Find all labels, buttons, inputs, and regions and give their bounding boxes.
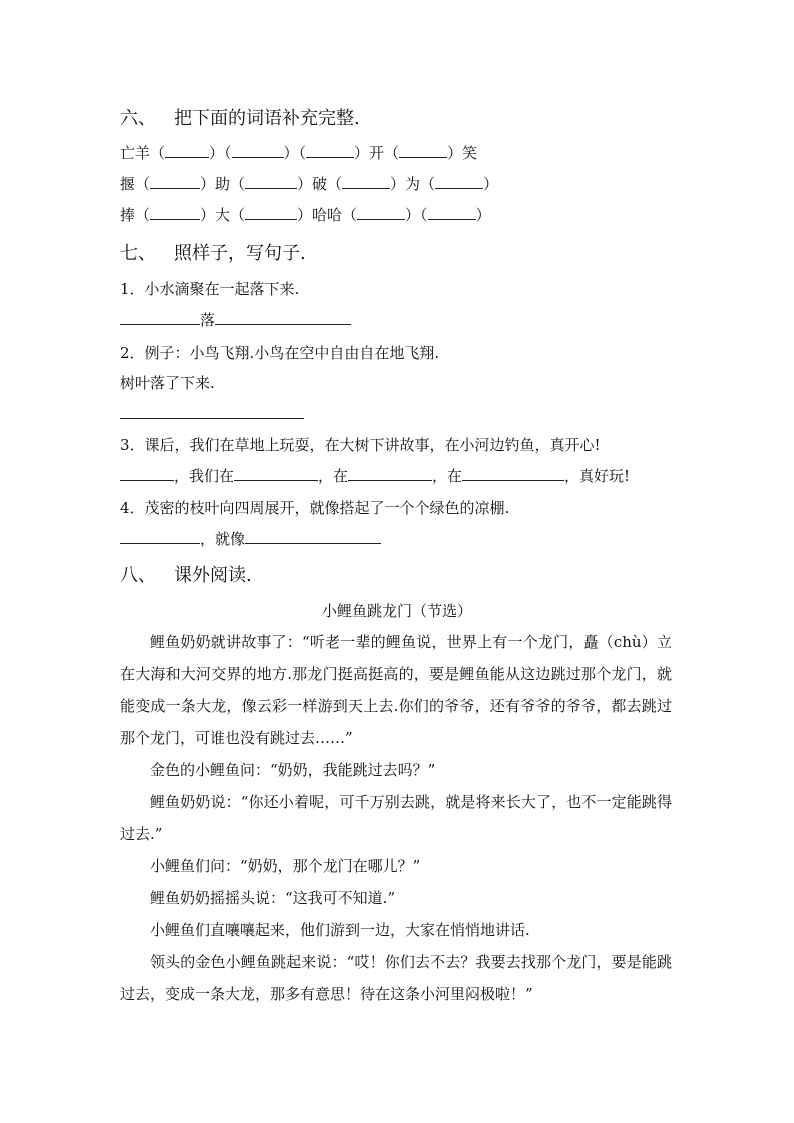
reading-paragraph: 鲤鱼奶奶说：“你还小着呢，可千万别去跳，就是将来长大了，也不一定能跳得过去.” — [120, 793, 672, 843]
idiom-text: ）开（ — [354, 144, 400, 162]
section-6-heading — [120, 106, 360, 132]
idiom-text: ）大（ — [200, 206, 246, 224]
question-4-answer-line — [120, 527, 381, 550]
answer-blank[interactable] — [348, 464, 432, 481]
reading-paragraph: 领头的金色小鲤鱼跳起来说：“哎！你们去不去？我要去找那个龙门，要是能跳过去，变成一条大龙，那多有意思！待在这条小河里闷极啦！” — [120, 953, 672, 1003]
answer-hint: ，在 — [318, 467, 349, 485]
answer-blank[interactable] — [245, 174, 297, 189]
idiom-text: ） — [483, 175, 499, 193]
idiom-row-1 — [120, 142, 477, 164]
section-title: 照样子，写句子. — [174, 243, 306, 264]
answer-blank[interactable] — [120, 464, 174, 481]
idiom-text: ）（ — [405, 206, 428, 224]
idiom-text: 揠（ — [120, 175, 151, 193]
idiom-text: ）破（ — [297, 175, 343, 193]
question-3-text: 3．课后，我们在草地上玩耍，在大树下讲故事，在小河边钓鱼，真开心! — [120, 436, 601, 454]
idiom-text: 亡羊（ — [120, 144, 166, 162]
answer-blank[interactable] — [232, 143, 284, 158]
idiom-row-2 — [120, 173, 498, 195]
answer-blank[interactable] — [428, 205, 476, 220]
idiom-text: ）哈哈（ — [297, 206, 358, 224]
question-2-text: 2．例子：小鸟飞翔.小鸟在空中自由自在地飞翔. — [120, 344, 440, 362]
question-3-answer-line — [120, 464, 630, 487]
section-title: 课外阅读. — [174, 565, 252, 586]
answer-hint: ，我们在 — [174, 467, 235, 485]
question-4-text: 4．茂密的枝叶向四周展开，就像搭起了一个个绿色的凉棚. — [120, 499, 510, 517]
question-2-subtext: 树叶落了下来. — [120, 374, 215, 392]
answer-blank[interactable] — [342, 174, 390, 189]
answer-blank[interactable] — [306, 143, 354, 158]
reading-paragraph: 小鲤鱼们直嚷嚷起来，他们游到一边，大家在悄悄地讲话. — [150, 921, 530, 939]
idiom-text: ）（ — [209, 144, 232, 162]
answer-blank[interactable] — [150, 174, 200, 189]
idiom-text: ） — [475, 206, 491, 224]
answer-blank[interactable] — [435, 174, 483, 189]
section-number: 六、 — [120, 108, 156, 129]
answer-hint: ，就像 — [200, 530, 246, 548]
answer-blank[interactable] — [399, 143, 447, 158]
reading-paragraph: 鲤鱼奶奶就讲故事了：“听老一辈的鲤鱼说，世界上有一个龙门，矗（chù）立在大海和大河交界的地方.那龙门挺高挺高的，要是鲤鱼能从这边跳过那个龙门，就能变成一条大龙，像云彩一样游到天上去.你们的爷爷，还有爷爷的爷爷，都去跳过那个龙门，可谁也没有跳过去……” — [120, 633, 672, 747]
section-number: 八、 — [120, 565, 156, 586]
idiom-text: ）笑 — [447, 144, 478, 162]
answer-blank[interactable] — [245, 205, 297, 220]
answer-blank[interactable] — [120, 402, 304, 419]
reading-paragraph: 小鲤鱼们问：“奶奶，那个龙门在哪儿？” — [150, 857, 421, 875]
answer-hint: 落 — [200, 311, 216, 329]
answer-blank[interactable] — [165, 143, 209, 158]
question-1-answer-line — [120, 308, 351, 331]
idiom-text: 捧（ — [120, 206, 151, 224]
answer-hint: ，在 — [432, 467, 463, 485]
section-title: 把下面的词语补充完整. — [174, 108, 360, 129]
answer-blank[interactable] — [357, 205, 405, 220]
section-number: 七、 — [120, 243, 156, 264]
section-7-heading — [120, 241, 306, 267]
answer-blank[interactable] — [120, 308, 200, 325]
question-2-answer-line — [120, 402, 304, 425]
answer-blank[interactable] — [120, 527, 200, 544]
answer-blank[interactable] — [215, 308, 351, 325]
answer-blank[interactable] — [234, 464, 318, 481]
idiom-text: ）（ — [283, 144, 307, 162]
reading-paragraph: 鲤鱼奶奶摇摇头说：“这我可不知道.” — [150, 889, 396, 907]
answer-blank[interactable] — [245, 527, 381, 544]
answer-blank[interactable] — [462, 464, 564, 481]
answer-hint: ，真好玩! — [564, 467, 631, 485]
section-8-heading — [120, 563, 252, 589]
idiom-text: ）助（ — [200, 175, 246, 193]
question-1-text: 1．小水滴聚在一起落下来. — [120, 280, 300, 298]
reading-paragraph: 金色的小鲤鱼问：“奶奶，我能跳过去吗？” — [150, 761, 436, 779]
idiom-text: ）为（ — [390, 175, 436, 193]
reading-title: 小鲤鱼跳龙门（节选） — [321, 602, 472, 620]
answer-blank[interactable] — [150, 205, 200, 220]
idiom-row-3 — [120, 204, 491, 226]
